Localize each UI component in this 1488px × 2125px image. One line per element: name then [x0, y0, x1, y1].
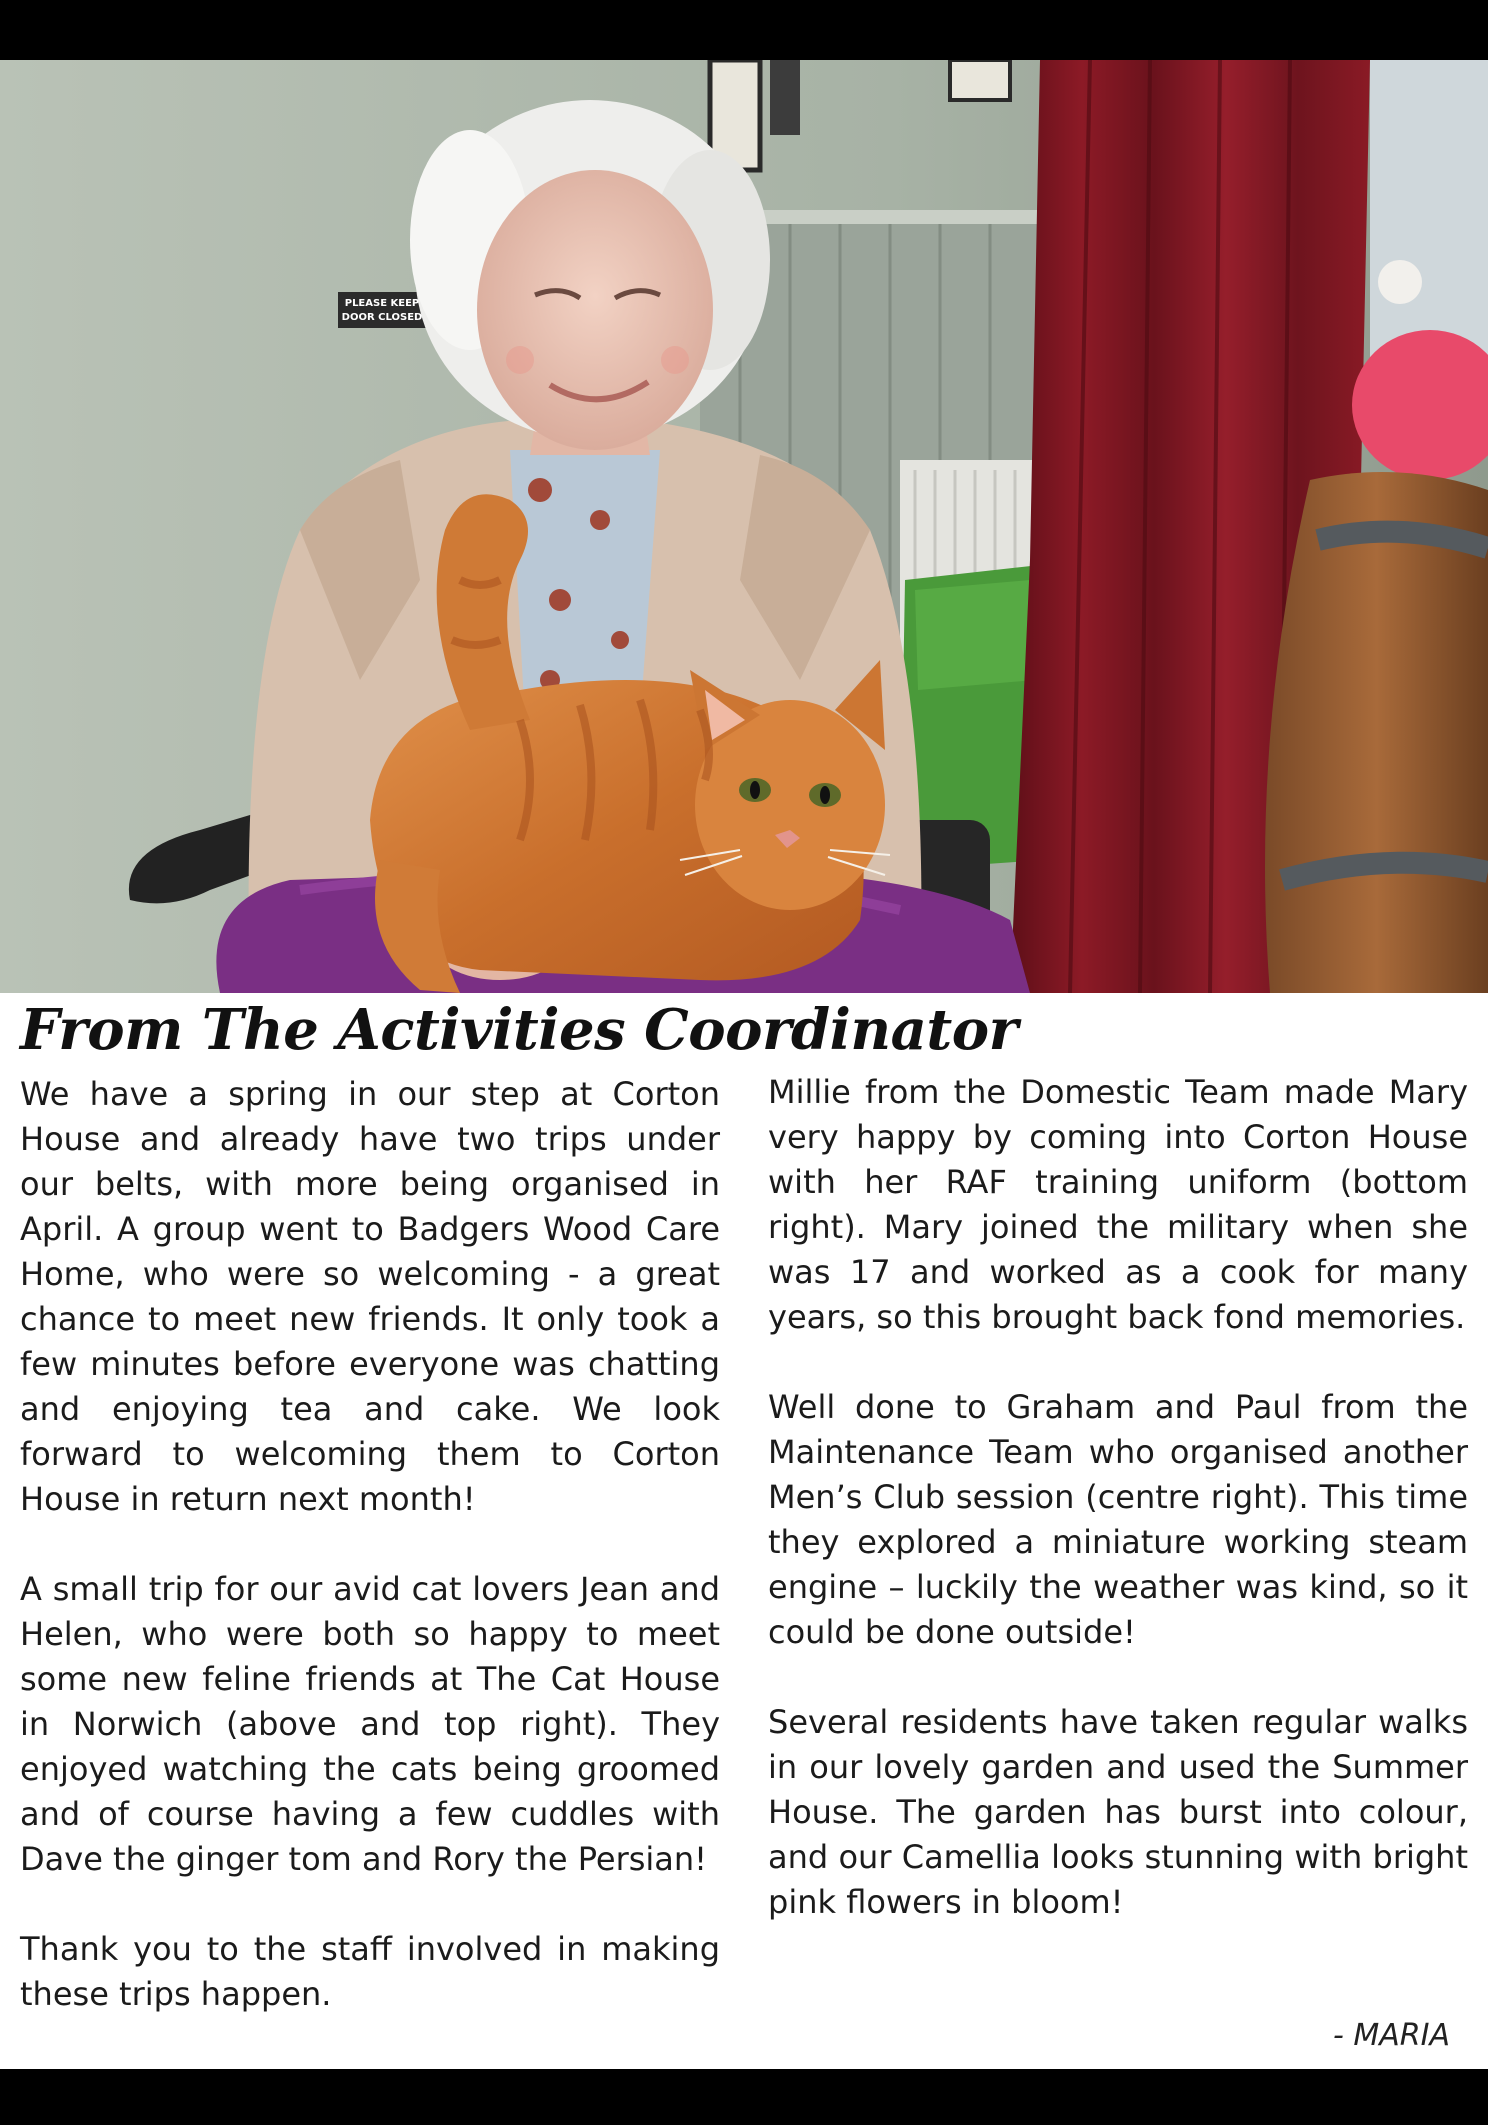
article-heading: From The Activities Coordinator [20, 997, 1018, 1063]
top-border [0, 0, 1488, 60]
right-column [768, 1070, 1468, 1925]
photo-resident-with-ginger-cat [0, 60, 1488, 993]
paragraph-spring-trips: We have a spring in our step at Corton House and already have two trips under our belts, with more being organised in April. A group went to Badgers Wood Care Home, who were so welcoming - a great chance to meet new friends. It only took a few minutes before everyone was chatting and enjoying tea and cake. We look forward to welcoming them to Corton House in return next month! [20, 1075, 720, 1518]
author-signature: - MARIA [1333, 2018, 1450, 2053]
left-column [20, 1072, 720, 2017]
paragraph-garden: Several residents have taken regular walks in our lovely garden and used the Summer House. The garden has burst into colour, and our Camellia looks stunning with bright pink flowers in bloom! [768, 1703, 1468, 1921]
paragraph-mens-club: Well done to Graham and Paul from the Maintenance Team who organised another Men’s Club session (centre right). This time they explored a miniature working steam engine – luckily the weather was kind, so it could be done outside! [768, 1388, 1468, 1651]
paragraph-cat-house-trip: A small trip for our avid cat lovers Jean and Helen, who were both so happy to meet some new feline friends at The Cat House in Norwich (above and top right). They enjoyed watching the cats being groomed and of course having a few cuddles with Dave the ginger tom and Rory the Persian! [20, 1570, 720, 1878]
paragraph-thanks-staff: Thank you to the staff involved in making these trips happen. [20, 1930, 720, 2013]
paragraph-raf-uniform: Millie from the Domestic Team made Mary very happy by coming into Corton House with her RAF training uniform (bottom right). Mary joined the military when she was 17 and worked as a cook for many years, so this brought back fond memories. [768, 1073, 1468, 1336]
svg-text:PLEASE KEEP: PLEASE KEEP [344, 298, 420, 309]
svg-text:DOOR CLOSED: DOOR CLOSED [341, 312, 423, 323]
bottom-border [0, 2069, 1488, 2125]
